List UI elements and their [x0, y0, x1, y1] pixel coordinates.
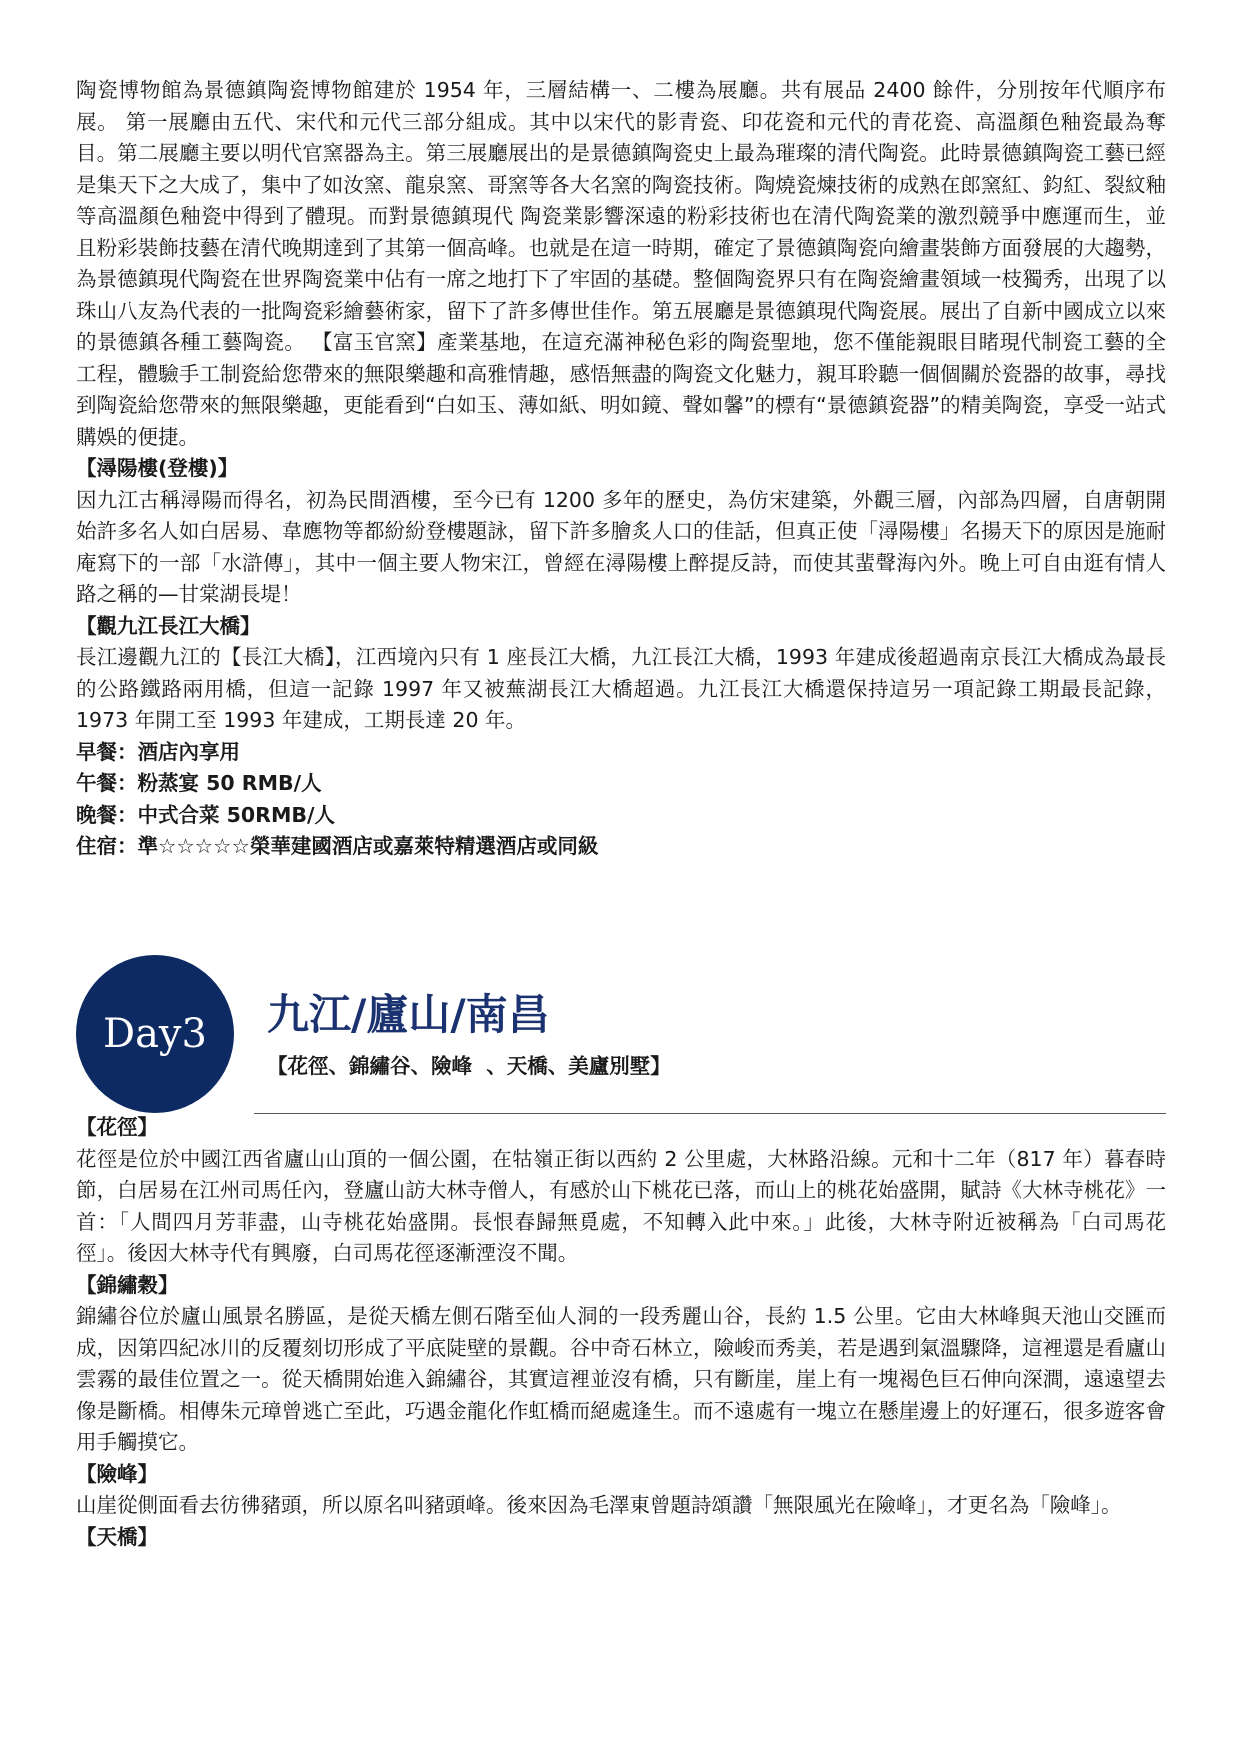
ceramic-museum-paragraph: 陶瓷博物館為景德鎮陶瓷博物館建於 1954 年，三層結構一、二樓為展廳。共有展品 2400 餘件，分別按年代順序布展。 第一展廳由五代、宋代和元代三部分組成。其中以宋代的影青瓷、印花瓷和元代的青花瓷、高溫顏色釉瓷最為奪目。第二展廳主要以明代官窯器為主。第三展廳展出的是景德鎮陶瓷史上最為璀璨的清代陶瓷。此時景德鎮陶瓷工藝已經是集天下之大成了，集中了如汝窯、龍泉窯、哥窯等各大名窯的陶瓷技術。陶燒瓷煉技術的成熟在郎窯紅、鈞紅、裂紋釉等高溫顏色釉瓷中得到了體現。而對景德鎮現代 陶瓷業影響深遠的粉彩技術也在清代陶瓷業的激烈競爭中應運而生，並且粉彩裝飾技藝在清代晚期達到了其第一個高峰。也就是在這一時期，確定了景德鎮陶瓷向繪畫裝飾方面發展的大趨勢，為景德鎮現代陶瓷在世界陶瓷業中佔有一席之地打下了牢固的基礎。整個陶瓷界只有在陶瓷繪畫領域一枝獨秀，出現了以珠山八友為代表的一批陶瓷彩繪藝術家，留下了許多傳世佳作。第五展廳是景德鎮現代陶瓷展。展出了自新中國成立以來的景德鎮各種工藝陶瓷。 【富玉官窯】產業基地，在這充滿神秘色彩的陶瓷聖地，您不僅能親眼目睹現代制瓷工藝的全工程，體驗手工制瓷給您帶來的無限樂趣和高雅情趣，感悟無盡的陶瓷文化魅力，親耳聆聽一個個關於瓷器的故事，尋找到陶瓷給您帶來的無限樂趣，更能看到“白如玉、薄如紙、明如鏡、聲如馨”的標有“景德鎮瓷器”的精美陶瓷，享受一站式購娛的便捷。 — [76, 78, 1166, 449]
section-day2-content — [76, 75, 1166, 863]
jiujiang-bridge-paragraph: 長江邊觀九江的【長江大橋】，江西境內只有 1 座長江大橋，九江長江大橋，1993 年建成後超過南京長江大橋成為最長的公路鐵路兩用橋，但這一記錄 1997 年又被蕪湖長江大橋超過。九江長江大橋還保持這另一項記錄工期最長記錄，1973 年開工至 1993 年建成，工期長達 20 年。 — [76, 645, 1166, 732]
day-subtitle: 【花徑、錦繡谷、險峰 、天橋、美廬別墅】 — [267, 1054, 671, 1078]
section-day3-content — [76, 1112, 1166, 1553]
lunch-line: 午餐：粉蒸宴 50 RMB/人 — [76, 771, 322, 795]
dinner-line: 晚餐：中式合菜 50RMB/人 — [76, 802, 335, 827]
lodging-line: 住宿：準☆☆☆☆☆榮華建國酒店或嘉萊特精選酒店或同級 — [76, 834, 599, 858]
jiujiang-bridge-heading: 【觀九江長江大橋】 — [76, 613, 261, 638]
jinxiu-valley-heading: 【錦繡穀】 — [76, 1272, 179, 1297]
tianqiao-heading: 【天橋】 — [76, 1524, 158, 1549]
jinxiu-valley-paragraph: 錦繡谷位於廬山風景名勝區，是從天橋左側石階至仙人洞的一段秀麗山谷，長約 1.5 公里。它由大林峰與天池山交匯而成，因第四紀冰川的反覆刻切形成了平底陡壁的景觀。谷中奇石林立，險峻而秀美，若是遇到氣溫驟降，這裡還是看廬山雲霧的最佳位置之一。從天橋開始進入錦繡谷，其實這裡並沒有橋，只有斷崖，崖上有一塊褐色巨石伸向深澗，遠遠望去像是斷橋。相傳朱元璋曾逃亡至此，巧遇金龍化作虹橋而絕處逢生。而不遠處有一塊立在懸崖邊上的好運石，很多遊客會用手觸摸它。 — [76, 1304, 1166, 1454]
huajing-paragraph: 花徑是位於中國江西省廬山山頂的一個公園，在牯嶺正街以西約 2 公里處，大林路沿線。元和十二年（817 年）暮春時節，白居易在江州司馬任內，登廬山訪大林寺僧人，有感於山下桃花已落，而山上的桃花始盛開，賦詩《大林寺桃花》一首：「人間四月芳菲盡，山寺桃花始盛開。長恨春歸無覓處，不知轉入此中來。」此後，大林寺附近被稱為「白司馬花徑」。後因大林寺代有興廢，白司馬花徑逐漸湮沒不聞。 — [76, 1146, 1166, 1265]
day-badge-label: Day3 — [103, 1011, 207, 1057]
xianfeng-paragraph: 山崖從側面看去彷彿豬頭，所以原名叫豬頭峰。後來因為毛澤東曾題詩頌讚「無限風光在險峰」，才更名為「險峰」。 — [76, 1493, 1122, 1517]
huajing-heading: 【花徑】 — [76, 1115, 158, 1139]
day-title: 九江/廬山/南昌 — [267, 990, 550, 1039]
breakfast-line: 早餐：酒店內享用 — [76, 739, 240, 764]
xianfeng-heading: 【險峰】 — [76, 1461, 158, 1486]
xunyang-tower-paragraph: 因九江古稱潯陽而得名，初為民間酒樓，至今已有 1200 多年的歷史，為仿宋建築，外觀三層，內部為四層，自唐朝開始許多名人如白居易、韋應物等都紛紛登樓題詠，留下許多膾炙人口的佳話，但真正使「潯陽樓」名揚天下的原因是施耐庵寫下的一部「水滸傳」，其中一個主要人物宋江，曾經在潯陽樓上醉提反詩，而使其蜚聲海內外。晚上可自由逛有情人路之稱的—甘棠湖長堤！ — [76, 487, 1166, 606]
xunyang-tower-heading: 【潯陽樓(登樓)】 — [76, 456, 239, 480]
day-badge — [76, 955, 234, 1113]
